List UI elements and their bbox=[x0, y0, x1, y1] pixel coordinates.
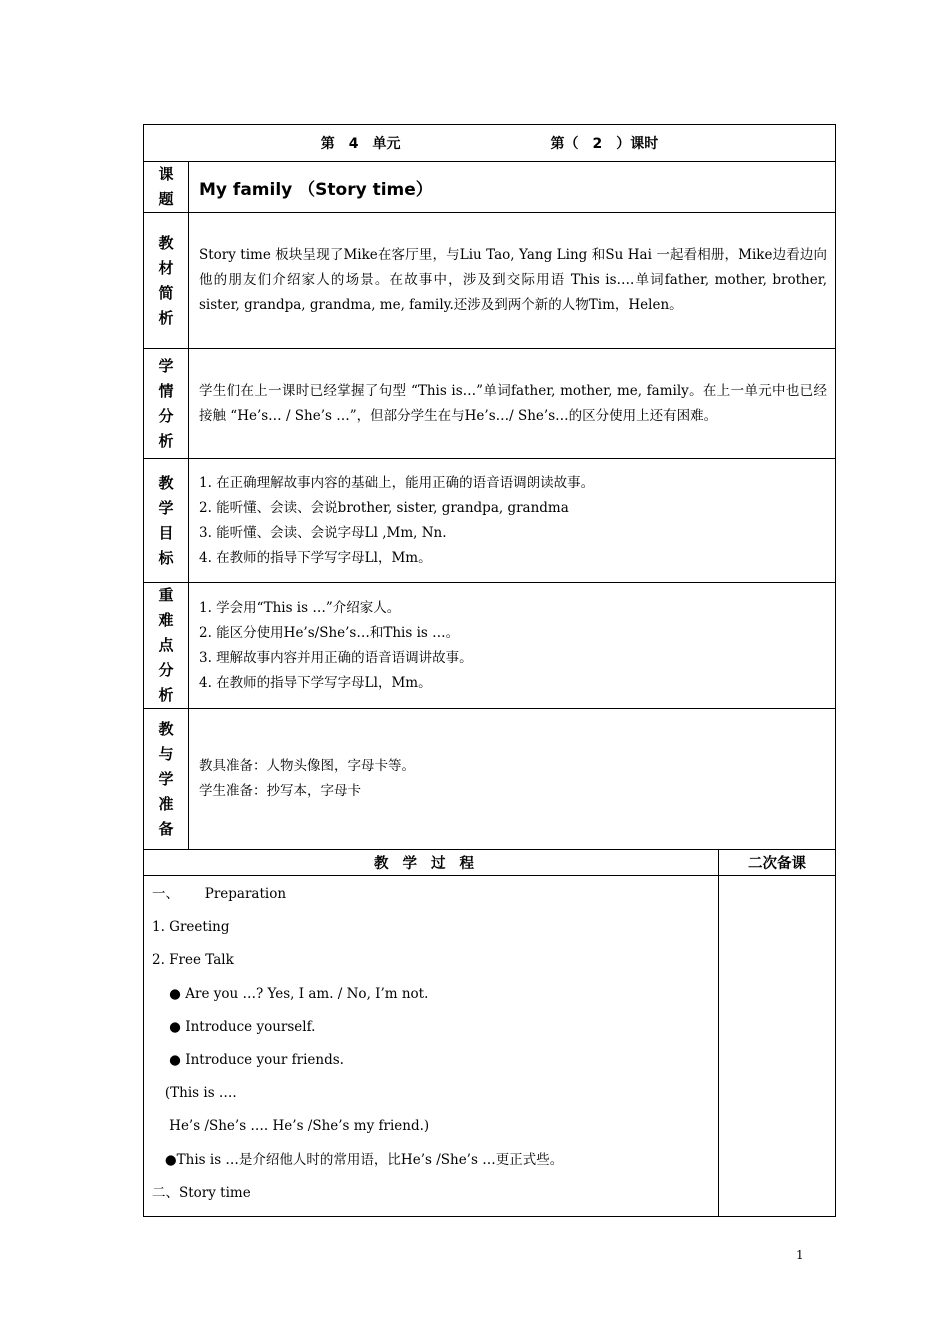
process-line: 二、Story time bbox=[152, 1184, 251, 1201]
process-line: 1. Greeting bbox=[152, 919, 230, 936]
process-line: (This is …. bbox=[152, 1085, 237, 1102]
objective-item: 3. 能听懂、会读、会说字母Ll ,Mm, Nn. bbox=[199, 524, 447, 541]
topic-row bbox=[144, 162, 836, 213]
process-line: ● Introduce yourself. bbox=[152, 1018, 316, 1035]
topic-label: 课 题 bbox=[144, 162, 189, 213]
process-line: 2. Free Talk bbox=[152, 952, 234, 969]
key-point-item: 1. 学会用“This is …”介绍家人。 bbox=[199, 599, 401, 616]
student-analysis-label: 学 情 分 析 bbox=[144, 349, 189, 459]
key-point-item: 4. 在教师的指导下学写字母Ll，Mm。 bbox=[199, 674, 432, 691]
material-analysis-row bbox=[144, 213, 836, 349]
objective-item: 4. 在教师的指导下学写字母Ll，Mm。 bbox=[199, 549, 432, 566]
objectives-row bbox=[144, 459, 836, 583]
second-prep-header: 二次备课 bbox=[719, 850, 836, 876]
process-line: ● Introduce your friends. bbox=[152, 1052, 344, 1069]
preparation-item: 学生准备：抄写本，字母卡 bbox=[199, 783, 361, 799]
process-line: ● Are you …? Yes, I am. / No, I’m not. bbox=[152, 985, 429, 1002]
unit-header-row bbox=[144, 125, 836, 162]
key-point-item: 2. 能区分使用He’s/She’s…和This is …。 bbox=[199, 624, 460, 641]
lesson-plan-table bbox=[143, 124, 836, 1217]
key-points-label: 重 难 点 分 析 bbox=[144, 583, 189, 709]
process-line: He’s /She’s …. He’s /She’s my friend.) bbox=[152, 1118, 430, 1135]
objectives-label: 教 学 目 标 bbox=[144, 459, 189, 583]
key-points-row bbox=[144, 583, 836, 709]
preparation-label: 教 与 学 准 备 bbox=[144, 709, 189, 850]
material-analysis-label: 教 材 简 析 bbox=[144, 213, 189, 349]
key-point-item: 3. 理解故事内容并用正确的语音语调讲故事。 bbox=[199, 649, 473, 666]
process-header: 教学过程 bbox=[144, 850, 719, 876]
student-analysis-row bbox=[144, 349, 836, 459]
preparation-item: 教具准备：人物头像图，字母卡等。 bbox=[199, 758, 415, 774]
process-header-row bbox=[144, 850, 836, 876]
student-analysis-text: 学生们在上一课时已经掌握了句型 “This is…”单词father, mother, me, family。在上一单元中也已经接触 “He’s… / She’s …”，但部分学生在与He’s…/ She’s…的区分使用上还有困难。 bbox=[199, 382, 828, 424]
unit-number: 第 4 单元 bbox=[320, 136, 401, 152]
preparation-row bbox=[144, 709, 836, 850]
process-line: 一、 Preparation bbox=[152, 886, 287, 902]
process-content bbox=[144, 876, 719, 1217]
process-body-row bbox=[144, 876, 836, 1217]
page-number: 1 bbox=[796, 1248, 804, 1262]
process-line: ●This is …是介绍他人时的常用语，比He’s /She’s …更正式些。 bbox=[152, 1151, 564, 1168]
objective-item: 1. 在正确理解故事内容的基础上，能用正确的语音语调朗读故事。 bbox=[199, 474, 595, 491]
topic-title: My family （Story time） bbox=[189, 162, 836, 213]
lesson-number: 第（ 2 ）课时 bbox=[550, 136, 659, 152]
material-analysis-text: Story time 板块呈现了Mike在客厅里，与Liu Tao, Yang Ling 和Su Hai 一起看相册，Mike边看边向他的朋友们介绍家人的场景。在故事中，涉及到交际用语 This is….单词father, mother, brother, sister, grandpa, grandma, me, family.还涉及到两个新的人物Tim，Helen。 bbox=[199, 247, 828, 313]
objective-item: 2. 能听懂、会读、会说brother, sister, grandpa, grandma bbox=[199, 499, 569, 516]
second-prep-notes bbox=[719, 876, 836, 1217]
